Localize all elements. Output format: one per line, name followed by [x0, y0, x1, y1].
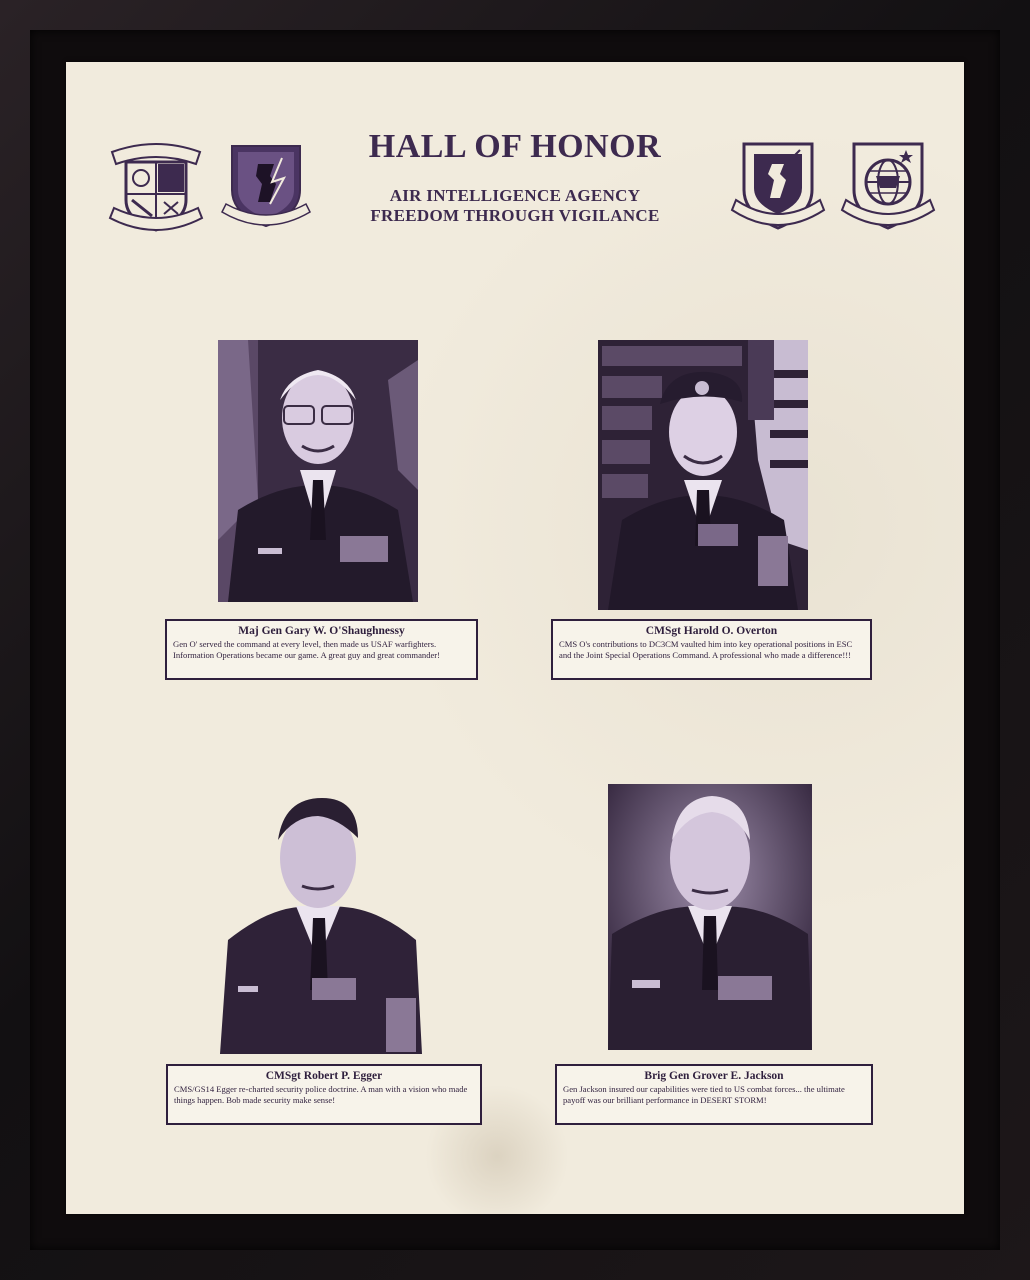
caption-box-overton	[551, 619, 872, 680]
electronic-security-command-shield-icon	[218, 140, 314, 236]
caption-box-jackson	[555, 1064, 873, 1125]
honoree-name: CMSgt Harold O. Overton	[645, 625, 778, 637]
honoree-name: Maj Gen Gary W. O'Shaughnessy	[238, 625, 405, 637]
portrait-photo-oshaughnessy	[218, 340, 418, 602]
plaque-subtitle-motto: FREEDOM THROUGH VIGILANCE	[370, 206, 660, 225]
honoree-citation: Gen O' served the command at every level, then made us USAF warfighters. Information Operations became our game. A great guy and great commander!	[173, 639, 441, 660]
honoree-name: CMSgt Robert P. Egger	[265, 1070, 383, 1082]
portrait-photo-jackson	[608, 784, 812, 1050]
caption-box-oshaughnessy	[165, 619, 478, 680]
portrait-photo-overton	[598, 340, 808, 610]
honoree-citation: Gen Jackson insured our capabilities were tied to US combat forces... the ultimate payoff was our brilliant performance in DESERT STORM!	[563, 1084, 845, 1105]
honoree-citation: CMS/GS14 Egger re-charted security police doctrine. A man with a vision who made things happen. Bob made security make sense!	[174, 1084, 468, 1105]
plaque-subtitle-agency: AIR INTELLIGENCE AGENCY	[389, 186, 641, 205]
caption-box-egger	[166, 1064, 482, 1125]
plaque-mat	[66, 62, 964, 1214]
honoree-citation: CMS O's contributions to DC3CM vaulted him into key operational positions in ESC and the Joint Special Operations Command. A professional who made a difference!!!	[559, 639, 853, 660]
plaque-title: HALL OF HONOR	[368, 128, 662, 165]
honoree-name: Brig Gen Grover E. Jackson	[644, 1070, 784, 1082]
air-force-intelligence-command-shield-icon	[730, 140, 826, 236]
portrait-photo-egger	[218, 790, 423, 1054]
air-intelligence-agency-shield-icon	[840, 140, 936, 236]
usaf-security-service-shield-icon	[108, 138, 204, 238]
